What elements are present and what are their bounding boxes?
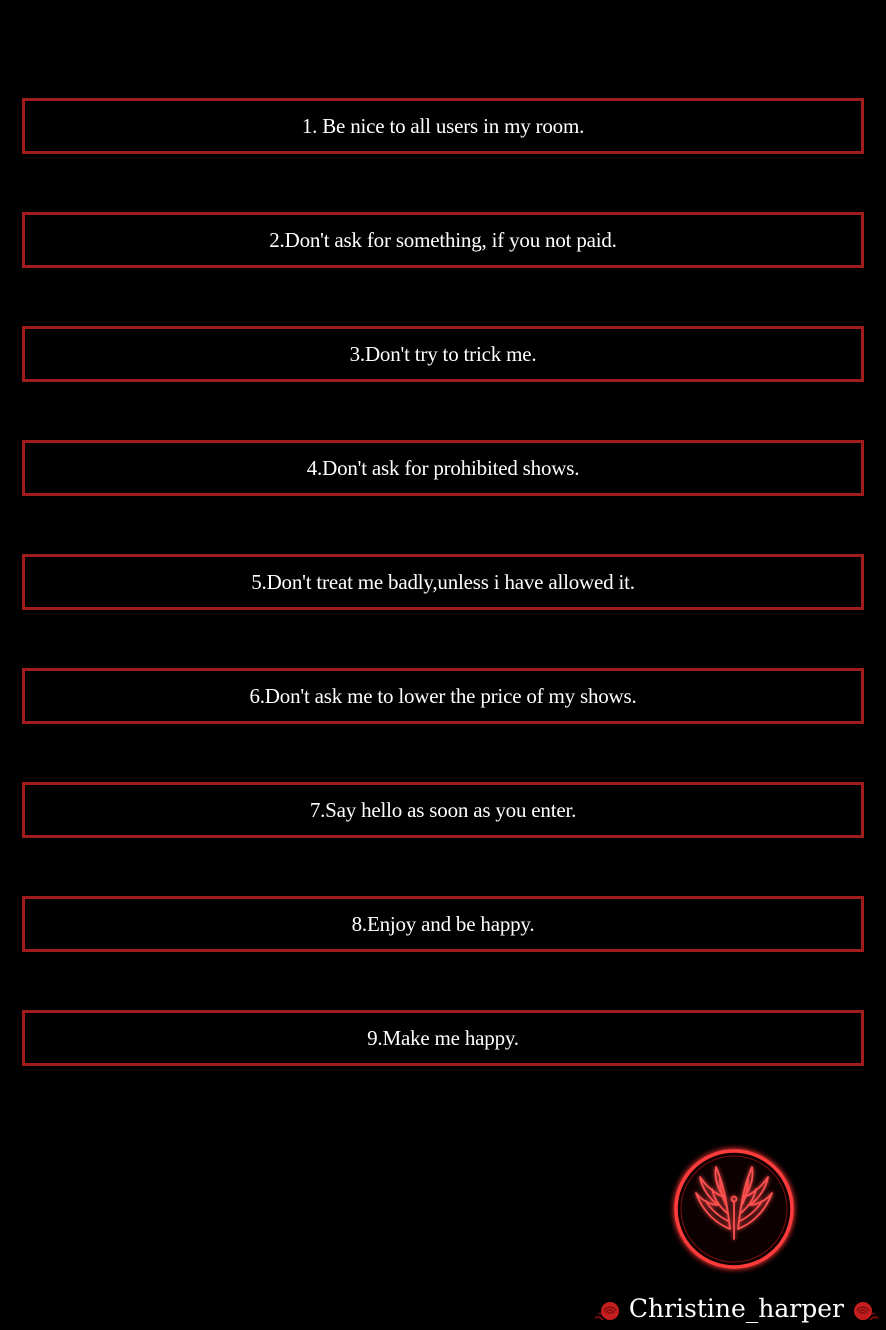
rules-list (22, 98, 864, 1124)
rule-text: 2.Don't ask for something, if you not paid. (269, 227, 617, 252)
rose-icon (850, 1294, 882, 1326)
rule-box-2 (22, 212, 864, 268)
rule-box-5 (22, 554, 864, 610)
rule-text: 1. Be nice to all users in my room. (301, 113, 585, 138)
rule-box-1 (22, 98, 864, 154)
rule-text: 4.Don't ask for prohibited shows. (306, 455, 580, 480)
rule-box-9 (22, 1010, 864, 1066)
rule-box-7 (22, 782, 864, 838)
rule-text: 7.Say hello as soon as you enter. (309, 797, 577, 822)
winged-circle-icon (668, 1143, 800, 1275)
rule-text: 5.Don't treat me badly,unless i have allowed it. (251, 569, 635, 594)
rule-box-8 (22, 896, 864, 952)
rule-text: 9.Make me happy. (367, 1025, 519, 1050)
signature (591, 1290, 882, 1330)
rule-text: 3.Don't try to trick me. (349, 341, 537, 366)
rule-text: 6.Don't ask me to lower the price of my shows. (249, 683, 637, 708)
rule-box-3 (22, 326, 864, 382)
rose-icon (591, 1294, 623, 1326)
rule-text: 8.Enjoy and be happy. (351, 911, 535, 936)
rule-box-4 (22, 440, 864, 496)
rule-box-6 (22, 668, 864, 724)
signature-name: Christine_harper (628, 1293, 844, 1323)
